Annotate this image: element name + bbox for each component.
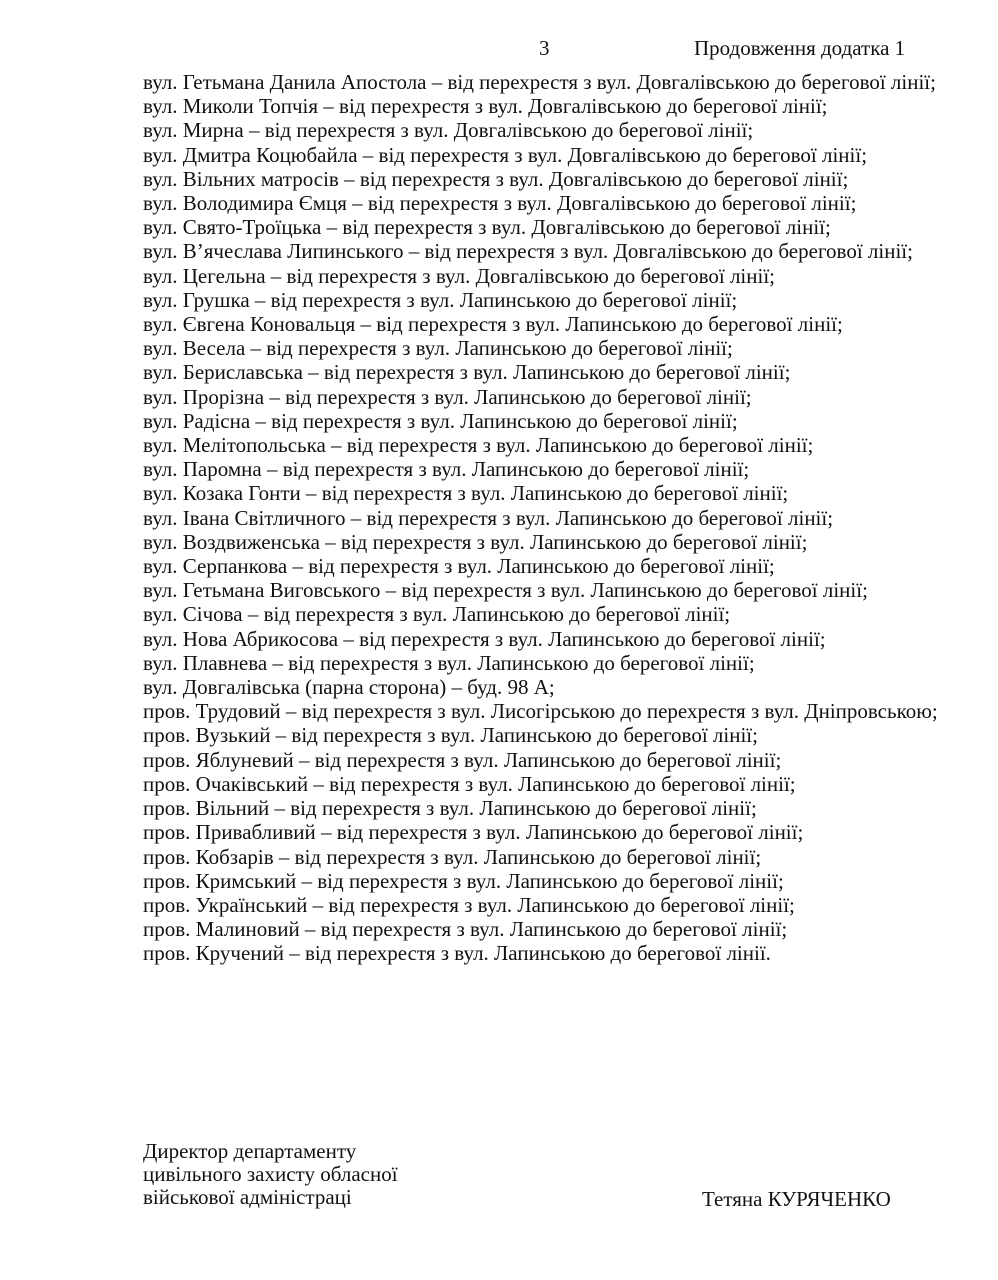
list-item: вул. Паромна – від перехрестя з вул. Лапинською до берегової лінії; xyxy=(143,457,750,482)
list-item: пров. Малиновий – від перехрестя з вул. Лапинською до берегової лінії; xyxy=(143,917,788,942)
street-list xyxy=(143,70,951,966)
list-item: вул. Весела – від перехрестя з вул. Лапинською до берегової лінії; xyxy=(143,336,733,361)
list-item: вул. Прорізна – від перехрестя з вул. Лапинською до берегової лінії; xyxy=(143,384,752,409)
list-item: вул. Радісна – від перехрестя з вул. Лапинською до берегової лінії; xyxy=(143,408,738,433)
list-item: пров. Вузький – від перехрестя з вул. Лапинською до берегової лінії; xyxy=(143,723,758,748)
list-item: пров. Кримський – від перехрестя з вул. Лапинською до берегової лінії; xyxy=(143,868,784,893)
list-item: вул. Миколи Топчія – від перехрестя з вул. Довгалівською до берегової лінії; xyxy=(143,94,828,119)
signature-title-line-1: Директор департаменту xyxy=(143,1139,357,1163)
list-item: вул. Серпанкова – від перехрестя з вул. Лапинською до берегової лінії; xyxy=(143,554,775,579)
list-item: вул. Євгена Коновальця – від перехрестя з вул. Лапинською до берегової лінії; xyxy=(143,312,843,337)
list-item: вул. Івана Світличного – від перехрестя з вул. Лапинською до берегової лінії; xyxy=(143,505,834,530)
list-item: вул. Грушка – від перехрестя з вул. Лапинською до берегової лінії; xyxy=(143,287,738,312)
list-item: вул. Козака Гонти – від перехрестя з вул. Лапинською до берегової лінії; xyxy=(143,481,789,506)
continuation-label: Продовження додатка 1 xyxy=(694,36,906,60)
list-item: вул. Бериславська – від перехрестя з вул. Лапинською до берегової лінії; xyxy=(143,360,791,385)
list-item: пров. Привабливий – від перехрестя з вул. Лапинською до берегової лінії; xyxy=(143,820,804,845)
list-item: вул. Довгалівська (парна сторона) – буд. 98 А; xyxy=(143,675,555,700)
list-item: пров. Вільний – від перехрестя з вул. Лапинською до берегової лінії; xyxy=(143,796,757,821)
signature-block xyxy=(143,1140,398,1209)
list-item: вул. Січова – від перехрестя з вул. Лапинською до берегової лінії; xyxy=(143,602,731,627)
list-item: пров. Трудовий – від перехрестя з вул. Лисогірською до перехрестя з вул. Дніпровською; xyxy=(143,699,938,724)
list-item: вул. Володимира Ємця – від перехрестя з вул. Довгалівською до берегової лінії; xyxy=(143,191,857,216)
list-item: вул. Гетьмана Данила Апостола – від перехрестя з вул. Довгалівською до берегової лінії; xyxy=(143,70,936,94)
list-item: вул. Дмитра Коцюбайла – від перехрестя з вул. Довгалівською до берегової лінії; xyxy=(143,142,868,167)
list-item: пров. Український – від перехрестя з вул. Лапинською до берегової лінії; xyxy=(143,892,795,917)
list-item: пров. Яблуневий – від перехрестя з вул. Лапинською до берегової лінії; xyxy=(143,747,782,772)
list-item: вул. Воздвиженська – від перехрестя з вул. Лапинською до берегової лінії; xyxy=(143,529,808,554)
list-item: вул. Мирна – від перехрестя з вул. Довгалівською до берегової лінії; xyxy=(143,118,754,143)
list-item: пров. Очаківський – від перехрестя з вул. Лапинською до берегової лінії; xyxy=(143,771,796,796)
list-item: вул. Свято-Троїцька – від перехрестя з вул. Довгалівською до берегової лінії; xyxy=(143,215,831,240)
list-item: вул. Нова Абрикосова – від перехрестя з вул. Лапинською до берегової лінії; xyxy=(143,626,826,651)
list-item: вул. Мелітопольська – від перехрестя з вул. Лапинською до берегової лінії; xyxy=(143,433,814,458)
list-item: вул. В’ячеслава Липинського – від перехрестя з вул. Довгалівською до берегової лінії; xyxy=(143,239,913,264)
list-item: вул. Плавнева – від перехрестя з вул. Лапинською до берегової лінії; xyxy=(143,650,755,675)
list-item: пров. Кобзарів – від перехрестя з вул. Лапинською до берегової лінії; xyxy=(143,844,762,869)
list-item: вул. Цегельна – від перехрестя з вул. Довгалівською до берегової лінії; xyxy=(143,263,775,288)
signer-name: Тетяна КУРЯЧЕНКО xyxy=(702,1187,891,1211)
list-item: пров. Кручений – від перехрестя з вул. Лапинською до берегової лінії. xyxy=(143,941,771,966)
list-item: вул. Гетьмана Виговського – від перехрестя з вул. Лапинською до берегової лінії; xyxy=(143,578,868,603)
list-item: вул. Вільних матросів – від перехрестя з вул. Довгалівською до берегової лінії; xyxy=(143,166,849,191)
signature-title-line-2: цивільного захисту обласної xyxy=(143,1162,398,1186)
page-number: 3 xyxy=(539,36,550,60)
signature-title-line-3: військової адміністраці xyxy=(143,1185,352,1209)
